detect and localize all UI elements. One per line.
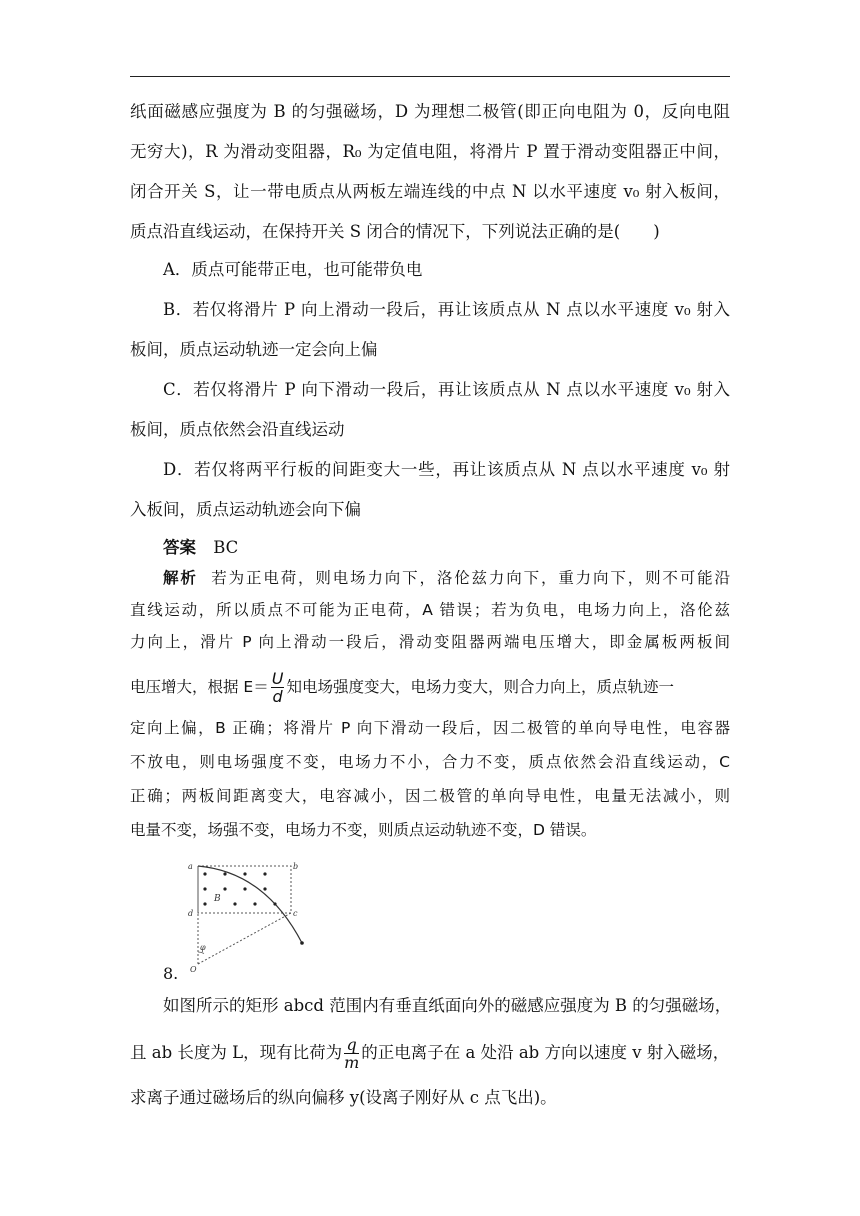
question8-line: 求离子通过磁场后的纵向偏移 y(设离子刚好从 c 点飞出)。 xyxy=(130,1088,557,1107)
option-c: C．若仅将滑片 P 向下滑动一段后，再让该质点从 N 点以水平速度 v₀ 射入 xyxy=(163,380,730,399)
question-text-line: 闭合开关 S，让一带电质点从两板左端连线的中点 N 以水平速度 v₀ 射入板间， xyxy=(130,182,730,201)
question-text-line: 质点沿直线运动，在保持开关 S 闭合的情况下，下列说法正确的是( ) xyxy=(130,222,660,241)
analysis-line: 直线运动，所以质点不可能为正电荷，A 错误；若为负电，电场力向上，洛伦兹 xyxy=(130,601,730,619)
analysis-text: 电压增大，根据 E＝ xyxy=(130,678,269,696)
label-phi: φ xyxy=(200,943,206,952)
question8-text: 且 ab 长度为 L，现有比荷为 xyxy=(130,1043,343,1062)
analysis-line: 力向上，滑片 P 向上滑动一段后，滑动变阻器两端电压增大，即金属板两板间 xyxy=(130,633,730,651)
answer-label: 答案 xyxy=(163,538,196,557)
fraction-u-over-d xyxy=(271,670,285,705)
analysis-text: 知电场强度变大，电场力变大，则合力向上，质点轨迹一 xyxy=(286,678,674,696)
label-c: c xyxy=(293,909,298,918)
question8-line: 如图所示的矩形 abcd 范围内有垂直纸面向外的磁感应强度为 B 的匀强磁场， xyxy=(163,996,732,1015)
fraction-denominator: m xyxy=(344,1053,360,1072)
label-O: O xyxy=(190,965,197,974)
answer-value: BC xyxy=(213,538,239,557)
analysis-line xyxy=(163,566,730,590)
analysis-line: 不放电，则电场强度不变，电场力不小，合力不变，质点依然会沿直线运动，C xyxy=(130,753,730,771)
answer-line xyxy=(163,536,730,560)
label-a: a xyxy=(188,862,193,871)
fraction-q-over-m xyxy=(344,1036,359,1071)
analysis-line: 电量不变，场强不变，电场力不变，则质点运动轨迹不变，D 错误。 xyxy=(130,821,597,839)
analysis-line xyxy=(130,670,730,705)
header-rule xyxy=(130,76,730,77)
label-b: b xyxy=(293,862,299,871)
fraction-denominator: d xyxy=(272,687,283,706)
option-d: D．若仅将两平行板的间距变大一些，再让该质点从 N 点以水平速度 v₀ 射 xyxy=(163,460,730,479)
fraction-numerator: U xyxy=(271,669,284,688)
question-number: 8. xyxy=(163,964,179,983)
label-d: d xyxy=(188,909,194,918)
fraction-numerator: q xyxy=(344,1036,359,1054)
analysis-label: 解析 xyxy=(163,569,198,587)
option-a: A．质点可能带正电，也可能带负电 xyxy=(163,260,423,279)
question-text-line: 纸面磁感应强度为 B 的匀强磁场，D 为理想二极管(即正向电阻为 0，反向电阻 xyxy=(130,102,730,121)
option-d-cont: 入板间，质点运动轨迹会向下偏 xyxy=(130,500,361,519)
magnetic-field-figure xyxy=(180,856,310,976)
question8-text: 的正电离子在 a 处沿 ab 方向以速度 v 射入磁场， xyxy=(361,1043,730,1062)
analysis-text: 若为正电荷，则电场力向下，洛伦兹力向下，重力向下，则不可能沿 xyxy=(211,569,730,587)
analysis-line: 定向上偏，B 正确；将滑片 P 向下滑动一段后，因二极管的单向导电性，电容器 xyxy=(130,719,730,737)
option-c-cont: 板间，质点依然会沿直线运动 xyxy=(130,420,345,439)
option-b-cont: 板间，质点运动轨迹一定会向上偏 xyxy=(130,340,378,359)
option-b: B．若仅将滑片 P 向上滑动一段后，再让该质点从 N 点以水平速度 v₀ 射入 xyxy=(163,300,730,319)
question-text-line: 无穷大)，R 为滑动变阻器，R₀ 为定值电阻，将滑片 P 置于滑动变阻器正中间， xyxy=(130,142,730,161)
analysis-line: 正确；两板间距离变大，电容减小，因二极管的单向导电性，电量无法减小，则 xyxy=(130,787,730,805)
label-field-B: B xyxy=(214,894,221,904)
question8-line xyxy=(130,1036,730,1071)
